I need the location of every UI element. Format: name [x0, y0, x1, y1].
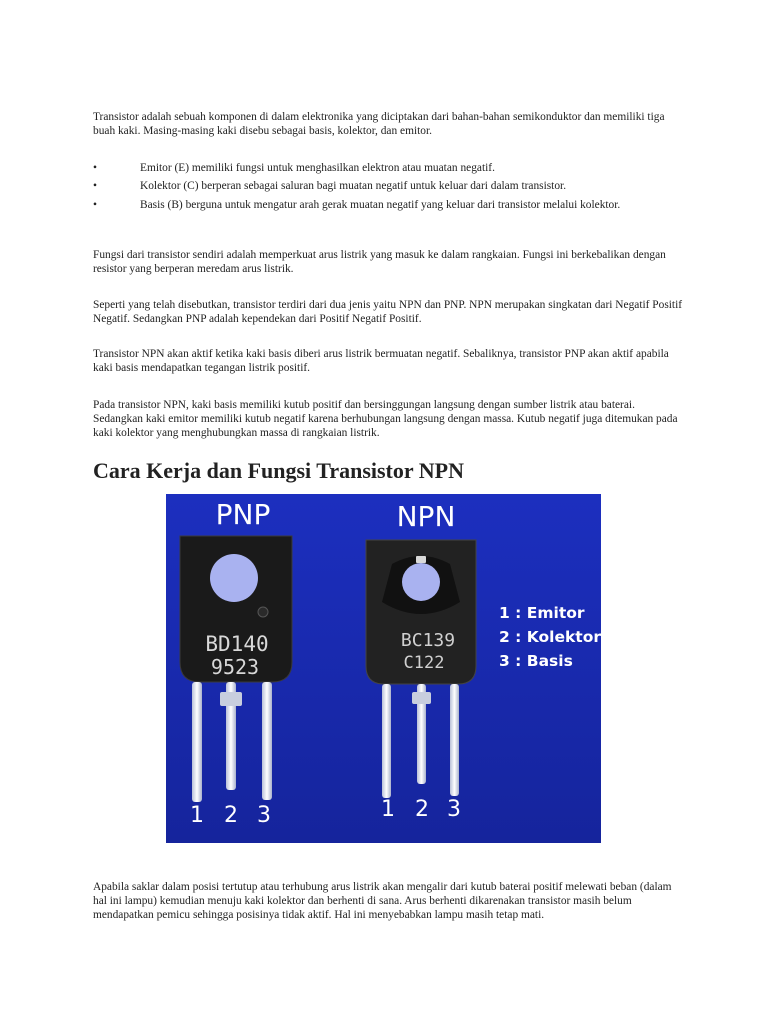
paragraph-kutub: Pada transistor NPN, kaki basis memiliki kutub positif dan bersinggungan langsung dengan sumber listrik atau baterai. Sedangkan kaki emitor memiliki kutub negatif karena berhubungan langsung dengan massa. Kutub negatif juga ditemukan pada kaki kolektor yang menghubungkan massa di rangkaian listrik. [93, 399, 678, 439]
npn-marking-line1: BC139 [400, 630, 456, 651]
npn-pin-number-3: 3 [447, 797, 461, 822]
intro-paragraph: Transistor adalah sebuah komponen di dalam elektronika yang diciptakan dari bahan-bahan semikonduktor dan memiliki tiga buah kaki. Masing-masing kaki disebu sebagai basis, kolektor, dan emitor. [93, 111, 665, 137]
mounting-hole-icon [402, 563, 440, 601]
npn-leg [382, 684, 391, 798]
npn-marking-line2: C122 [403, 653, 445, 673]
transistor-photo [166, 494, 601, 843]
bullet-dot: • [93, 180, 97, 192]
legend-basis: 3 : Basis [499, 652, 573, 670]
npn-pin-number-1: 1 [381, 797, 395, 822]
paragraph-fungsi: Fungsi dari transistor sendiri adalah memperkuat arus listrik yang masuk ke dalam rangkaian. Fungsi ini berkebalikan dengan resistor yang berperan meredam arus listrik. [93, 249, 666, 275]
bullet-item-kolektor [93, 179, 685, 193]
npn-pin-number-2: 2 [415, 797, 429, 822]
npn-label: NPN [396, 500, 456, 533]
pnp-pin-number-3: 3 [257, 803, 271, 828]
transistor-figure [166, 494, 601, 843]
bullet-dot: • [93, 199, 97, 211]
bullet-text: Emitor (E) memiliki fungsi untuk menghasilkan elektron atau muatan negatif. [140, 162, 495, 174]
legend-emitor: 1 : Emitor [499, 604, 585, 622]
bullet-text: Kolektor (C) berperan sebagai saluran bagi muatan negatif untuk keluar dari dalam transistor. [140, 180, 567, 192]
bullet-item-basis [93, 198, 685, 212]
pnp-label: PNP [215, 498, 271, 531]
npn-leg [450, 684, 459, 796]
pnp-marking-line2: 9523 [210, 655, 260, 679]
bullet-text: Basis (B) berguna untuk mengatur arah gerak muatan negatif yang keluar dari transistor melalui kolektor. [140, 199, 621, 211]
mounting-hole-icon [210, 554, 258, 602]
bullet-item-emitor [93, 161, 685, 175]
pnp-marking-line1: BD140 [205, 632, 269, 656]
section-heading: Cara Kerja dan Fungsi Transistor NPN [93, 458, 464, 483]
paragraph-aktif: Transistor NPN akan aktif ketika kaki basis diberi arus listrik bermuatan negatif. Sebaliknya, transistor PNP akan aktif apabila kaki basis mendapatkan tegangan listrik positif. [93, 348, 669, 374]
bullet-dot: • [93, 162, 97, 174]
pnp-leg [262, 682, 272, 800]
legend-kolektor: 2 : Kolektor [499, 628, 601, 646]
closing-paragraph: Apabila saklar dalam posisi tertutup atau terhubung arus listrik akan mengalir dari kutub baterai positif melewati beban (dalam hal ini lampu) kemudian menuju kaki kolektor dan berhenti di sana. Arus berhenti dikarenakan transistor masih belum mendapatkan pemicu sehingga posisinya tidak aktif. Hal ini menyebabkan lampu masih tetap mati. [93, 881, 672, 921]
pnp-pin-number-2: 2 [224, 803, 238, 828]
paragraph-jenis: Seperti yang telah disebutkan, transistor terdiri dari dua jenis yaitu NPN dan PNP. NPN merupakan singkatan dari Negatif Positif Negatif. Sedangkan PNP adalah kependekan dari Positif Negatif Positif. [93, 299, 683, 325]
pnp-pin-number-1: 1 [190, 803, 204, 828]
pnp-leg [192, 682, 202, 802]
